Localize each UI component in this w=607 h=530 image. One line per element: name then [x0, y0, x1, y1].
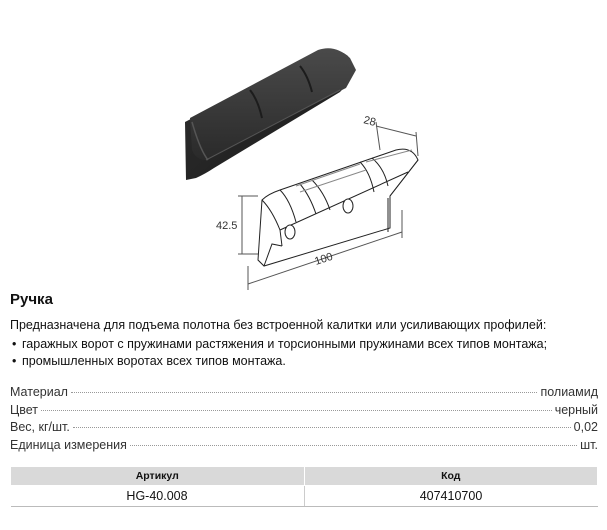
table-header-row	[11, 467, 598, 486]
specifications	[10, 384, 598, 454]
spec-name: Вес, кг/шт.	[10, 420, 70, 434]
technical-drawing	[238, 122, 418, 290]
spec-row-unit	[10, 437, 598, 455]
spec-name: Цвет	[10, 402, 39, 417]
spec-row-color	[10, 402, 598, 420]
dimension-length-label: 100	[313, 250, 335, 268]
usage-item: • промышленных воротах всех типов монтажа.	[10, 353, 547, 370]
spec-value: полиамид	[540, 385, 598, 399]
spec-row-weight	[10, 419, 598, 437]
product-title: Ручка	[10, 291, 53, 308]
spec-leader	[73, 427, 571, 428]
cell-code: 407410700	[304, 486, 598, 507]
dimension-height-label: 42.5	[216, 220, 238, 232]
article-table	[10, 466, 598, 507]
product-description: Предназначена для подъема полотна без встроенной калитки или усиливающих профилей:	[10, 318, 547, 332]
spec-name: Материал	[10, 385, 68, 399]
spec-value: шт.	[580, 437, 598, 452]
cell-article: HG-40.008	[11, 486, 305, 507]
spec-leader	[41, 410, 552, 411]
usage-list	[10, 336, 547, 370]
table-row	[11, 486, 598, 507]
column-header-article: Артикул	[11, 467, 305, 486]
handle-photo	[185, 48, 356, 180]
dimension-depth-label: 28	[362, 114, 378, 129]
spec-leader	[71, 392, 538, 393]
spec-value: 0,02	[573, 420, 598, 434]
spec-leader	[130, 445, 577, 446]
usage-item: • гаражных ворот с пружинами растяжения и торсионными пружинами всех типов монтажа;	[10, 336, 547, 353]
spec-value: черный	[554, 402, 598, 417]
spec-name: Единица измерения	[10, 437, 127, 452]
column-header-code: Код	[304, 467, 598, 486]
spec-row-material	[10, 384, 598, 402]
